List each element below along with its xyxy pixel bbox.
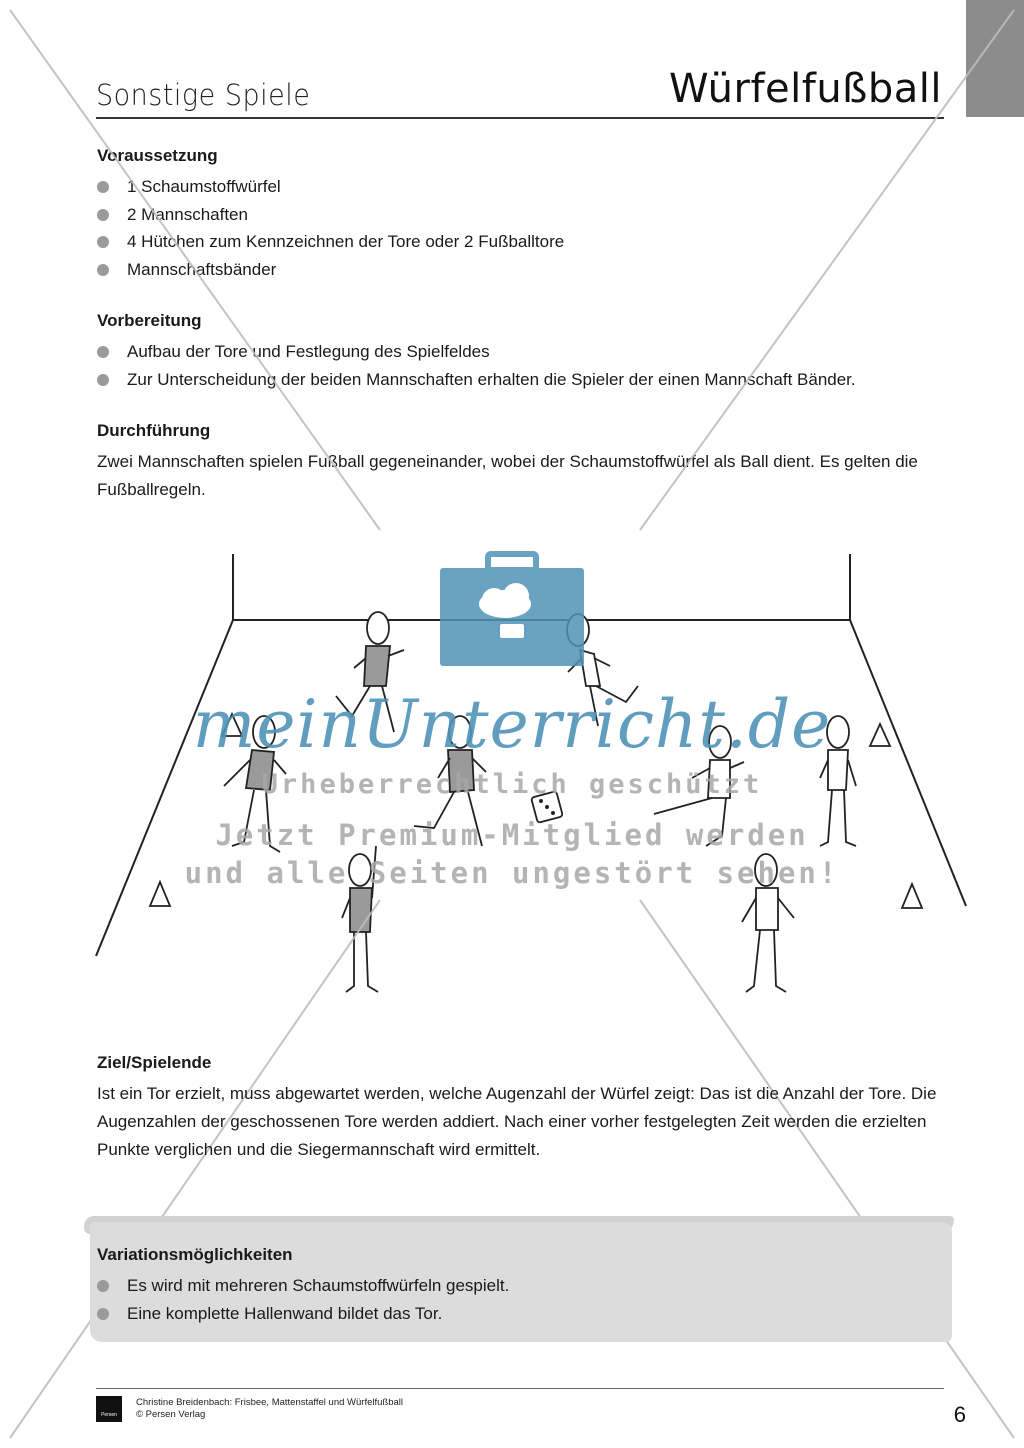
section-durchfuehrung: [97, 418, 947, 504]
list-item: [97, 173, 947, 201]
watermark-unlock: und alle Seiten ungestört sehen!: [184, 856, 840, 890]
page-tab-marker: [966, 0, 1024, 117]
vorbereitung-heading: Vorbereitung: [97, 311, 202, 330]
section-voraussetzung: [97, 143, 947, 283]
section-variation: [97, 1242, 947, 1327]
bullet-icon: [97, 346, 109, 358]
watermark-premium: Jetzt Premium-Mitglied werden: [215, 818, 809, 852]
variation-heading: Variationsmöglichkeiten: [97, 1245, 293, 1264]
list-item-text: Es wird mit mehreren Schaumstoffwürfeln gespielt.: [127, 1276, 510, 1295]
voraussetzung-heading: Voraussetzung: [97, 146, 218, 165]
footer-citation: [136, 1397, 403, 1421]
bullet-icon: [97, 1308, 109, 1320]
list-item: [97, 256, 947, 284]
ziel-heading: Ziel/Spielende: [97, 1053, 212, 1072]
list-item-text: Mannschaftsbänder: [127, 259, 277, 279]
watermark-copyright: Urheberrechtlich geschützt: [261, 769, 763, 800]
header-divider: [96, 117, 944, 119]
footer-publisher: © Persen Verlag: [136, 1409, 206, 1420]
list-item: [97, 1272, 947, 1300]
list-item: [97, 338, 947, 366]
list-item: [97, 366, 947, 394]
bullet-icon: [97, 264, 109, 276]
bullet-icon: [97, 181, 109, 193]
publisher-logo: [96, 1396, 122, 1422]
footer-book-title: Christine Breidenbach: Frisbee, Mattenstaffel und Würfelfußball: [136, 1397, 404, 1408]
list-item: [97, 228, 947, 256]
bullet-icon: [97, 374, 109, 386]
list-item-text: Eine komplette Hallenwand bildet das Tor.: [127, 1303, 443, 1323]
list-item-text: Aufbau der Tore und Festlegung des Spielfeldes: [127, 342, 490, 361]
list-item-text: 1 Schaumstoffwürfel: [127, 177, 281, 196]
ziel-text: Ist ein Tor erzielt, muss abgewartet werden, welche Augenzahl der Würfel zeigt: Das ist die Anzahl der Tore. Die Augenzahlen der geschossenen Tore werden addiert. Nach einer vorher festgelegten Zeit werden die erzielten Punkte verglichen und die Siegermannschaft wird ermittelt.: [97, 1084, 937, 1159]
list-item: [97, 1300, 947, 1328]
list-item: [97, 201, 947, 229]
bullet-icon: [97, 236, 109, 248]
list-item-text: Zur Unterscheidung der beiden Mannschaften erhalten die Spieler der einen Mannschaft Bänder.: [127, 369, 856, 389]
durchfuehrung-heading: Durchführung: [97, 421, 211, 440]
voraussetzung-list: [97, 173, 947, 283]
variation-list: [97, 1272, 947, 1327]
page-number: 6: [953, 1402, 966, 1427]
durchfuehrung-text: Zwei Mannschaften spielen Fußball gegeneinander, wobei der Schaumstoffwürfel als Ball dient. Es gelten die Fußballregeln.: [97, 452, 918, 499]
list-item-text: 2 Mannschaften: [127, 204, 248, 224]
list-item-text: 4 Hütchen zum Kennzeichnen der Tore oder 2 Fußballtore: [127, 232, 565, 251]
category-label: Sonstige Spiele: [96, 78, 311, 113]
section-ziel: [97, 1050, 947, 1164]
vorbereitung-list: [97, 338, 947, 393]
page-title: Würfelfußball: [669, 66, 942, 112]
footer-divider: [96, 1388, 944, 1389]
watermark-brand: meinUnterricht.de: [192, 686, 832, 763]
publisher-logo-text: Persen: [101, 1412, 117, 1418]
section-vorbereitung: [97, 308, 947, 393]
bullet-icon: [97, 209, 109, 221]
bullet-icon: [97, 1280, 109, 1292]
